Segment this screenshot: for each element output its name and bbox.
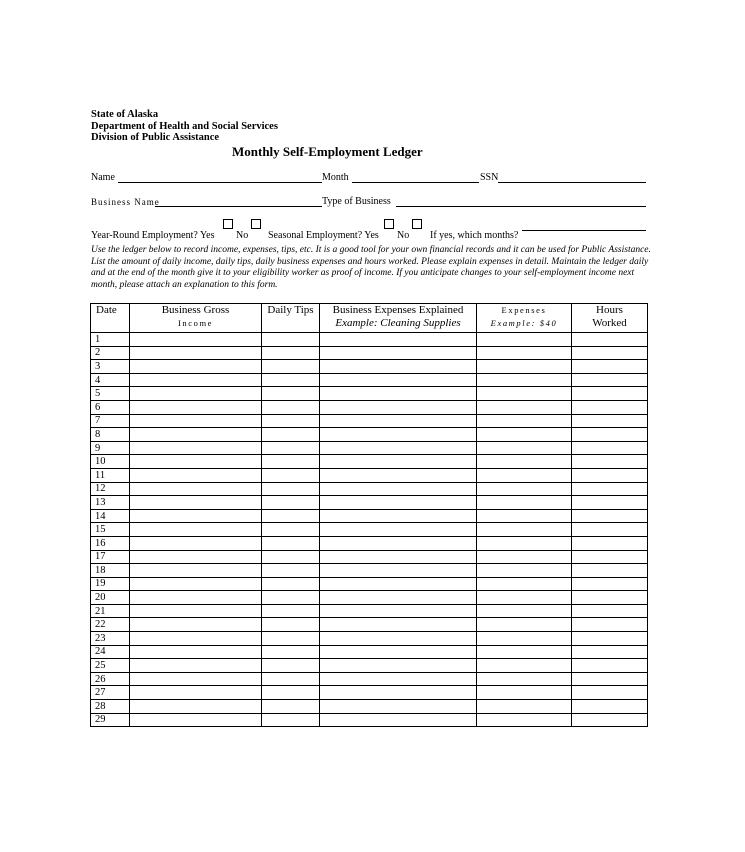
gross-income-cell[interactable] <box>130 523 262 537</box>
ledger-header-row <box>91 304 648 333</box>
table-row <box>91 373 648 387</box>
expenses-cell[interactable] <box>477 564 572 578</box>
expenses-explained-cell[interactable] <box>320 387 477 401</box>
expenses-cell[interactable] <box>477 468 572 482</box>
daily-tips-cell[interactable] <box>262 482 320 496</box>
expenses-cell[interactable] <box>477 550 572 564</box>
expenses-cell[interactable] <box>477 387 572 401</box>
expenses-cell[interactable] <box>477 645 572 659</box>
expenses-explained-cell[interactable] <box>320 360 477 374</box>
hours-worked-cell[interactable] <box>572 700 648 714</box>
year-round-no-label: No <box>236 230 249 241</box>
hours-worked-cell[interactable] <box>572 577 648 591</box>
seasonal-yes-checkbox[interactable] <box>384 219 394 229</box>
gross-income-cell[interactable] <box>130 360 262 374</box>
gross-income-cell[interactable] <box>130 604 262 618</box>
table-row <box>91 564 648 578</box>
gross-income-cell[interactable] <box>130 414 262 428</box>
table-row <box>91 591 648 605</box>
expenses-explained-cell[interactable] <box>320 346 477 360</box>
agency-state: State of Alaska <box>91 109 159 120</box>
gross-income-cell[interactable] <box>130 659 262 673</box>
row-date: 15 <box>91 523 130 537</box>
daily-tips-cell[interactable] <box>262 333 320 347</box>
table-row <box>91 387 648 401</box>
row-date: 16 <box>91 536 130 550</box>
row-date: 3 <box>91 360 130 374</box>
month-label: Month <box>322 172 349 183</box>
year-round-label: Year-Round Employment? Yes <box>91 230 215 241</box>
col-hours-header: Hours Worked <box>572 304 648 333</box>
expenses-cell[interactable] <box>477 577 572 591</box>
expenses-cell[interactable] <box>477 523 572 537</box>
row-date: 14 <box>91 509 130 523</box>
expenses-explained-cell[interactable] <box>320 659 477 673</box>
expenses-cell[interactable] <box>477 700 572 714</box>
hours-worked-cell[interactable] <box>572 482 648 496</box>
expenses-explained-cell[interactable] <box>320 509 477 523</box>
expenses-explained-cell[interactable] <box>320 564 477 578</box>
expenses-explained-cell[interactable] <box>320 523 477 537</box>
hours-worked-cell[interactable] <box>572 455 648 469</box>
expenses-explained-cell[interactable] <box>320 713 477 727</box>
col-tips-header: Daily Tips <box>262 304 320 333</box>
gross-income-cell[interactable] <box>130 618 262 632</box>
expenses-cell[interactable] <box>477 441 572 455</box>
expenses-cell[interactable] <box>477 604 572 618</box>
daily-tips-cell[interactable] <box>262 428 320 442</box>
daily-tips-cell[interactable] <box>262 523 320 537</box>
table-row <box>91 645 648 659</box>
gross-income-cell[interactable] <box>130 645 262 659</box>
gross-income-cell[interactable] <box>130 333 262 347</box>
hours-worked-cell[interactable] <box>572 591 648 605</box>
hours-worked-cell[interactable] <box>572 441 648 455</box>
hours-worked-cell[interactable] <box>572 346 648 360</box>
expenses-explained-cell[interactable] <box>320 468 477 482</box>
table-row <box>91 414 648 428</box>
agency-division: Division of Public Assistance <box>91 132 220 143</box>
col-explained-header: Business Expenses Explained Example: Cleaning Supplies <box>320 304 477 333</box>
row-date: 13 <box>91 496 130 510</box>
gross-income-cell[interactable] <box>130 713 262 727</box>
row-date: 19 <box>91 577 130 591</box>
hours-worked-cell[interactable] <box>572 645 648 659</box>
row-date: 5 <box>91 387 130 401</box>
hours-worked-cell[interactable] <box>572 387 648 401</box>
row-date: 10 <box>91 455 130 469</box>
hours-worked-cell[interactable] <box>572 509 648 523</box>
expenses-explained-cell[interactable] <box>320 618 477 632</box>
expenses-explained-cell[interactable] <box>320 672 477 686</box>
hours-worked-cell[interactable] <box>572 360 648 374</box>
daily-tips-cell[interactable] <box>262 400 320 414</box>
expenses-explained-cell[interactable] <box>320 428 477 442</box>
table-row <box>91 428 648 442</box>
hours-worked-cell[interactable] <box>572 550 648 564</box>
row-date: 25 <box>91 659 130 673</box>
row-date: 11 <box>91 468 130 482</box>
daily-tips-cell[interactable] <box>262 536 320 550</box>
table-row <box>91 455 648 469</box>
table-row <box>91 360 648 374</box>
col-date-header: Date <box>91 304 130 333</box>
hours-worked-cell[interactable] <box>572 468 648 482</box>
gross-income-cell[interactable] <box>130 632 262 646</box>
type-of-business-label: Type of Business <box>322 196 391 207</box>
hours-worked-cell[interactable] <box>572 400 648 414</box>
daily-tips-cell[interactable] <box>262 414 320 428</box>
hours-worked-cell[interactable] <box>572 672 648 686</box>
page-title: Monthly Self-Employment Ledger <box>232 144 423 159</box>
row-date: 17 <box>91 550 130 564</box>
daily-tips-cell[interactable] <box>262 604 320 618</box>
gross-income-cell[interactable] <box>130 482 262 496</box>
expenses-explained-cell[interactable] <box>320 482 477 496</box>
gross-income-cell[interactable] <box>130 509 262 523</box>
daily-tips-cell[interactable] <box>262 550 320 564</box>
expenses-cell[interactable] <box>477 400 572 414</box>
gross-income-cell[interactable] <box>130 455 262 469</box>
daily-tips-cell[interactable] <box>262 441 320 455</box>
expenses-cell[interactable] <box>477 333 572 347</box>
expenses-cell[interactable] <box>477 686 572 700</box>
hours-worked-cell[interactable] <box>572 428 648 442</box>
table-row <box>91 618 648 632</box>
row-date: 26 <box>91 672 130 686</box>
expenses-explained-cell[interactable] <box>320 577 477 591</box>
hours-worked-cell[interactable] <box>572 536 648 550</box>
agency-department: Department of Health and Social Services <box>91 120 278 132</box>
expenses-cell[interactable] <box>477 482 572 496</box>
expenses-explained-cell[interactable] <box>320 400 477 414</box>
seasonal-label: Seasonal Employment? Yes <box>268 230 379 241</box>
hours-worked-cell[interactable] <box>572 713 648 727</box>
gross-income-cell[interactable] <box>130 700 262 714</box>
daily-tips-cell[interactable] <box>262 360 320 374</box>
name-label: Name <box>91 172 115 183</box>
expenses-cell[interactable] <box>477 618 572 632</box>
table-row <box>91 686 648 700</box>
expenses-cell[interactable] <box>477 713 572 727</box>
table-row <box>91 672 648 686</box>
expenses-explained-cell[interactable] <box>320 455 477 469</box>
expenses-cell[interactable] <box>477 672 572 686</box>
row-date: 9 <box>91 441 130 455</box>
expenses-cell[interactable] <box>477 496 572 510</box>
hours-worked-cell[interactable] <box>572 632 648 646</box>
gross-income-cell[interactable] <box>130 536 262 550</box>
expenses-explained-cell[interactable] <box>320 604 477 618</box>
expenses-cell[interactable] <box>477 373 572 387</box>
month-field[interactable] <box>352 182 479 183</box>
table-row <box>91 509 648 523</box>
hours-worked-cell[interactable] <box>572 604 648 618</box>
expenses-explained-cell[interactable] <box>320 536 477 550</box>
row-date: 22 <box>91 618 130 632</box>
daily-tips-cell[interactable] <box>262 686 320 700</box>
col-gross-header: Business Gross Income <box>130 304 262 333</box>
table-row <box>91 536 648 550</box>
gross-income-cell[interactable] <box>130 672 262 686</box>
daily-tips-cell[interactable] <box>262 632 320 646</box>
daily-tips-cell[interactable] <box>262 713 320 727</box>
row-date: 8 <box>91 428 130 442</box>
daily-tips-cell[interactable] <box>262 373 320 387</box>
name-field[interactable] <box>118 182 322 183</box>
daily-tips-cell[interactable] <box>262 346 320 360</box>
hours-worked-cell[interactable] <box>572 333 648 347</box>
table-row <box>91 441 648 455</box>
daily-tips-cell[interactable] <box>262 455 320 469</box>
table-row <box>91 496 648 510</box>
daily-tips-cell[interactable] <box>262 645 320 659</box>
year-round-yes-checkbox[interactable] <box>223 219 233 229</box>
expenses-explained-cell[interactable] <box>320 550 477 564</box>
expenses-cell[interactable] <box>477 509 572 523</box>
table-row <box>91 468 648 482</box>
gross-income-cell[interactable] <box>130 441 262 455</box>
row-date: 20 <box>91 591 130 605</box>
hours-worked-cell[interactable] <box>572 618 648 632</box>
daily-tips-cell[interactable] <box>262 496 320 510</box>
expenses-explained-cell[interactable] <box>320 496 477 510</box>
business-name-field[interactable] <box>155 206 322 207</box>
gross-income-cell[interactable] <box>130 373 262 387</box>
row-date: 4 <box>91 373 130 387</box>
col-expenses-header: Expenses Example: $40 <box>477 304 572 333</box>
which-months-field[interactable] <box>522 230 646 231</box>
row-date: 6 <box>91 400 130 414</box>
seasonal-no-label: No <box>397 230 410 241</box>
expenses-explained-cell[interactable] <box>320 333 477 347</box>
expenses-cell[interactable] <box>477 536 572 550</box>
expenses-cell[interactable] <box>477 346 572 360</box>
daily-tips-cell[interactable] <box>262 509 320 523</box>
gross-income-cell[interactable] <box>130 428 262 442</box>
expenses-cell[interactable] <box>477 455 572 469</box>
gross-income-cell[interactable] <box>130 591 262 605</box>
instructions-text: Use the ledger below to record income, expenses, tips, etc. It is a good tool for your own financial records and it can be used for Public Assistance. List the amount of daily income, daily tips, daily business expenses and hours worked. Please explain expenses in detail. Maintain the ledger daily and at the end of the month give it to your eligibility worker as proof of income. If you anticipate changes to your self-employment income next month, please attach an explanation to this form. <box>91 245 651 290</box>
table-row <box>91 400 648 414</box>
ssn-field[interactable] <box>498 182 646 183</box>
daily-tips-cell[interactable] <box>262 672 320 686</box>
row-date: 12 <box>91 482 130 496</box>
table-row <box>91 482 648 496</box>
row-date: 27 <box>91 686 130 700</box>
gross-income-cell[interactable] <box>130 686 262 700</box>
gross-income-cell[interactable] <box>130 564 262 578</box>
expenses-cell[interactable] <box>477 414 572 428</box>
table-row <box>91 346 648 360</box>
row-date: 18 <box>91 564 130 578</box>
hours-worked-cell[interactable] <box>572 414 648 428</box>
expenses-explained-cell[interactable] <box>320 373 477 387</box>
hours-worked-cell[interactable] <box>572 523 648 537</box>
daily-tips-cell[interactable] <box>262 468 320 482</box>
table-row <box>91 523 648 537</box>
seasonal-no-checkbox[interactable] <box>412 219 422 229</box>
expenses-cell[interactable] <box>477 659 572 673</box>
row-date: 1 <box>91 333 130 347</box>
expenses-explained-cell[interactable] <box>320 632 477 646</box>
table-row <box>91 632 648 646</box>
daily-tips-cell[interactable] <box>262 618 320 632</box>
gross-income-cell[interactable] <box>130 468 262 482</box>
hours-worked-cell[interactable] <box>572 373 648 387</box>
hours-worked-cell[interactable] <box>572 496 648 510</box>
gross-income-cell[interactable] <box>130 400 262 414</box>
row-date: 28 <box>91 700 130 714</box>
row-date: 23 <box>91 632 130 646</box>
expenses-cell[interactable] <box>477 428 572 442</box>
business-name-label: Business Name <box>91 197 160 207</box>
expenses-explained-cell[interactable] <box>320 686 477 700</box>
row-date: 2 <box>91 346 130 360</box>
daily-tips-cell[interactable] <box>262 659 320 673</box>
expenses-cell[interactable] <box>477 360 572 374</box>
ssn-label: SSN <box>480 172 499 183</box>
row-date: 7 <box>91 414 130 428</box>
daily-tips-cell[interactable] <box>262 591 320 605</box>
year-round-no-checkbox[interactable] <box>251 219 261 229</box>
hours-worked-cell[interactable] <box>572 686 648 700</box>
expenses-explained-cell[interactable] <box>320 591 477 605</box>
daily-tips-cell[interactable] <box>262 564 320 578</box>
gross-income-cell[interactable] <box>130 496 262 510</box>
expenses-cell[interactable] <box>477 591 572 605</box>
table-row <box>91 713 648 727</box>
expenses-explained-cell[interactable] <box>320 414 477 428</box>
daily-tips-cell[interactable] <box>262 387 320 401</box>
hours-worked-cell[interactable] <box>572 564 648 578</box>
which-months-label: If yes, which months? <box>430 230 519 241</box>
row-date: 29 <box>91 713 130 727</box>
expenses-explained-cell[interactable] <box>320 700 477 714</box>
hours-worked-cell[interactable] <box>572 659 648 673</box>
table-row <box>91 659 648 673</box>
expenses-explained-cell[interactable] <box>320 645 477 659</box>
table-row <box>91 550 648 564</box>
gross-income-cell[interactable] <box>130 577 262 591</box>
type-of-business-field[interactable] <box>396 206 646 207</box>
gross-income-cell[interactable] <box>130 550 262 564</box>
row-date: 24 <box>91 645 130 659</box>
ledger-table <box>90 303 648 727</box>
gross-income-cell[interactable] <box>130 387 262 401</box>
daily-tips-cell[interactable] <box>262 700 320 714</box>
expenses-cell[interactable] <box>477 632 572 646</box>
table-row <box>91 333 648 347</box>
table-row <box>91 577 648 591</box>
expenses-explained-cell[interactable] <box>320 441 477 455</box>
gross-income-cell[interactable] <box>130 346 262 360</box>
row-date: 21 <box>91 604 130 618</box>
table-row <box>91 700 648 714</box>
table-row <box>91 604 648 618</box>
daily-tips-cell[interactable] <box>262 577 320 591</box>
